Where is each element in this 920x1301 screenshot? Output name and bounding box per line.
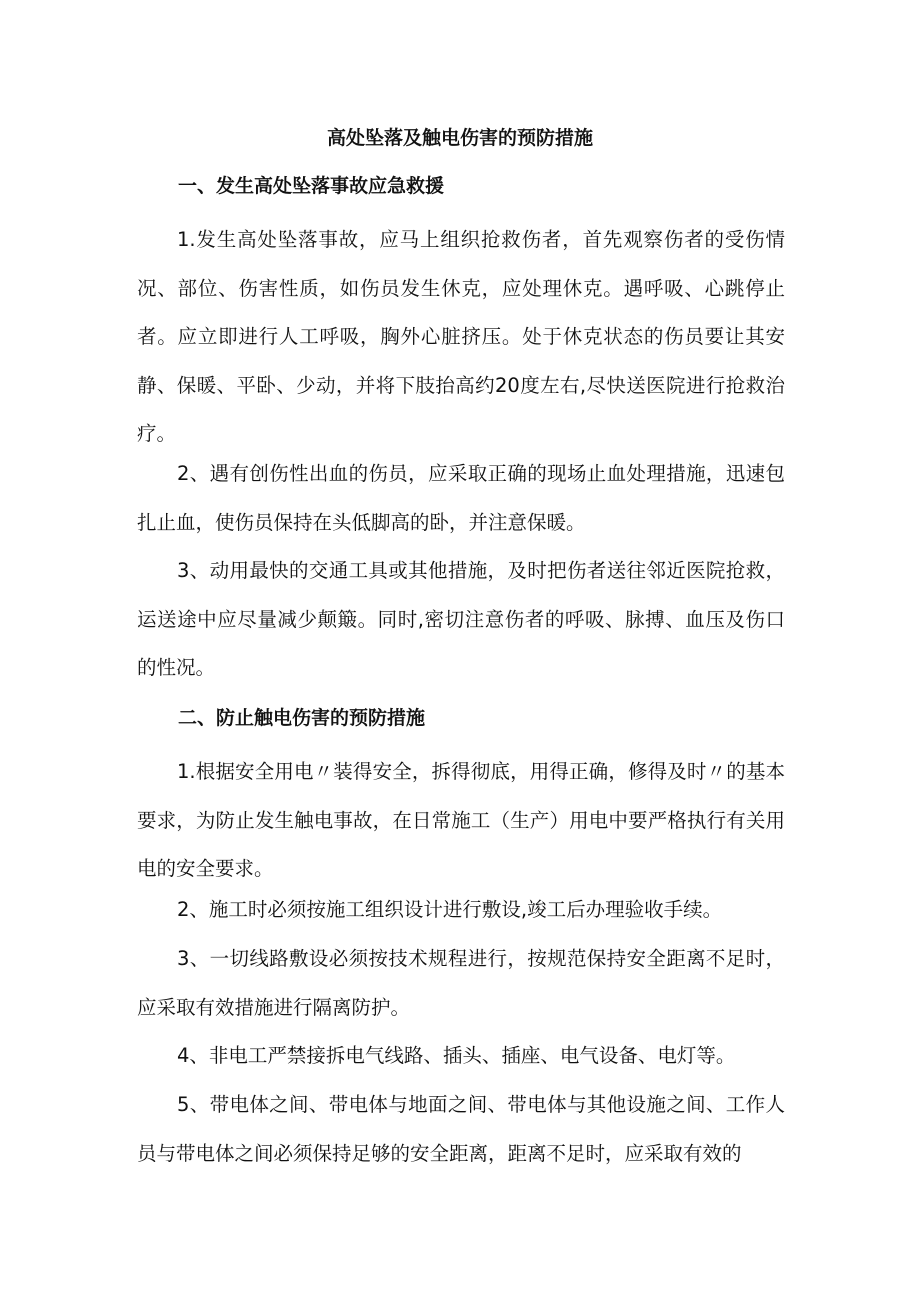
paragraph-2-2: 2、施工时必须按施工组织设计进行敷设,竣工后办理验收手续。 bbox=[177, 898, 723, 921]
paragraph-2-1: 1.根据安全用电〃装得安全，拆得彻底，用得正确，修得及时〃的基本要求，为防止发生触电事故，在日常施工（生产）用电中要严格执行有关用电的安全要求。 bbox=[137, 760, 785, 880]
paragraph-2-3: 3、一切线路敷设必须按技术规程进行，按规范保持安全距离不足时，应采取有效措施进行隔离防护。 bbox=[137, 947, 785, 1019]
page-title: 高处坠落及触电伤害的预防措施 bbox=[326, 127, 593, 149]
section-heading-1: 一、发生高处坠落事故应急救援 bbox=[178, 175, 445, 197]
paragraph-1-2: 2、遇有创伤性出血的伤员，应采取正确的现场止血处理措施，迅速包扎止血，使伤员保持在头低脚高的卧，并注意保暖。 bbox=[137, 462, 785, 534]
paragraph-1-3: 3、动用最快的交通工具或其他措施，及时把伤者送往邻近医院抢救，运送途中应尽量减少颠簸。同时,密切注意伤者的呼吸、脉搏、血压及伤口的性况。 bbox=[137, 559, 785, 679]
paragraph-1-1: 1.发生高处坠落事故，应马上组织抢救伤者，首先观察伤者的受伤情况、部位、伤害性质，如伤员发生休克，应处理休克。遇呼吸、心跳停止者。应立即进行人工呼吸，胸外心脏挤压。处于休克状态的伤员要让其安静、保暖、平卧、少动，并将下肢抬高约20度左右,尽快送医院进行抢救治疗。 bbox=[137, 228, 785, 445]
paragraph-2-5: 5、带电体之间、带电体与地面之间、带电体与其他设施之间、工作人员与带电体之间必须保持足够的安全距离，距离不足时，应采取有效的 bbox=[137, 1093, 785, 1165]
paragraph-2-4: 4、非电工严禁接拆电气线路、插头、插座、电气设备、电灯等。 bbox=[177, 1044, 736, 1067]
section-heading-2: 二、防止触电伤害的预防措施 bbox=[178, 707, 426, 729]
